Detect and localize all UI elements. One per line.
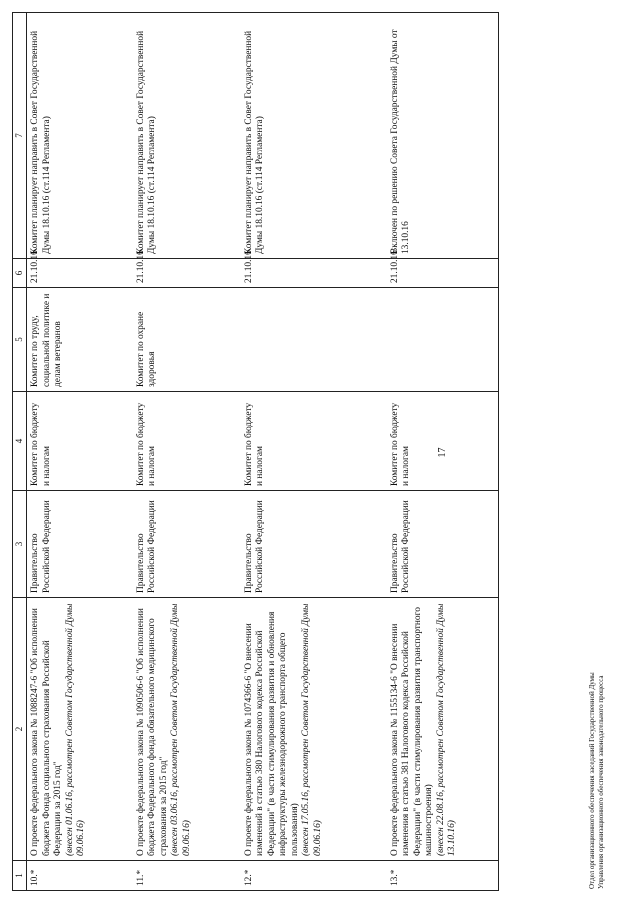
bill-title: О проекте федерального закона № 1090506-6 "Об исполнении бюджета Федерального фонда обязательного медицинского страхования за 2015 год" [135, 608, 169, 856]
row-number: 11.* [133, 861, 241, 891]
bill-cell [241, 598, 387, 861]
co-executor: Комитет по охране здоровья [133, 288, 241, 392]
col-header-3: 3 [13, 491, 27, 598]
page-number: 17 [437, 447, 448, 458]
date: 21.10.16 [387, 259, 499, 288]
bill-note: (внесен 03.06.16, рассмотрен Советом Государственной Думы 09.06.16) [170, 603, 192, 856]
responsible-committee: Комитет по бюджету и налогам [133, 392, 241, 491]
footer-line-1: Отдел организационного обеспечения заседаний Государственной Думы [588, 672, 596, 889]
initiator: Правительство Российской Федерации [27, 491, 133, 598]
agenda-table [12, 12, 499, 891]
col-header-1: 1 [13, 861, 27, 891]
bill-title: О проекте федерального закона № 1074366-6 "О внесении изменений в статью 380 Налогового кодекса Российской Федерации" (в части стимулирования развития и обновления инфраструктуры железнодорожного транспорта общего пользования) [243, 611, 300, 856]
table-row [241, 13, 387, 891]
bill-title: О проекте федерального закона № 1088247-6 "Об исполнении бюджета Фонда социального страхования Российской Федерации за 2015 год" [30, 608, 64, 856]
col-header-4: 4 [13, 392, 27, 491]
footer-line-2: Управления организационного обеспечения законодательного процесса [596, 675, 605, 889]
col-header-7: 7 [13, 13, 27, 259]
responsible-committee: Комитет по бюджету и налогам [387, 392, 499, 491]
status: Комитет планирует направить в Совет Государственной Думы 18.10.16 (ст.114 Регламента) [133, 13, 241, 259]
col-header-6: 6 [13, 259, 27, 288]
date: 21.10.16 [241, 259, 387, 288]
row-number: 10.* [27, 861, 133, 891]
bill-title: О проекте федерального закона № 1155134-6 "О внесении изменения в статью 381 Налогового кодекса Российской Федерации" (в части стимулирования развития транспортного машиностроения) [389, 607, 435, 856]
date: 21.10.16 [133, 259, 241, 288]
bill-cell [27, 598, 133, 861]
bill-note: (внесен 17.05.16, рассмотрен Советом Государственной Думы 09.06.16) [301, 603, 323, 856]
bill-cell [133, 598, 241, 861]
table-row [27, 13, 133, 891]
initiator: Правительство Российской Федерации [387, 491, 499, 598]
responsible-committee: Комитет по бюджету и налогам [241, 392, 387, 491]
col-header-5: 5 [13, 288, 27, 392]
status: Комитет планирует направить в Совет Государственной Думы 18.10.16 (ст.114 Регламента) [27, 13, 133, 259]
row-number: 12.* [241, 861, 387, 891]
bill-note: (внесен 01.06.16, рассмотрен Советом Государственной Думы 09.06.16) [64, 603, 87, 856]
table-row [133, 13, 241, 891]
table-row [387, 13, 499, 891]
co-executor: Комитет по труду, социальной политике и делам ветеранов [27, 288, 133, 392]
initiator: Правительство Российской Федерации [241, 491, 387, 598]
bill-cell [387, 598, 499, 861]
responsible-committee: Комитет по бюджету и налогам [27, 392, 133, 491]
footer [588, 672, 606, 889]
co-executor [387, 288, 499, 392]
bill-note: (внесен 22.08.16, рассмотрен Советом Государственной Думы 13.10.16) [435, 603, 458, 856]
date: 21.10.16 [27, 259, 133, 288]
column-number-row [13, 13, 27, 891]
status: Включен по решению Совета Государственной Думы от 13.10.16 [387, 13, 499, 259]
initiator: Правительство Российской Федерации [133, 491, 241, 598]
row-number: 13.* [387, 861, 499, 891]
co-executor [241, 288, 387, 392]
col-header-2: 2 [13, 598, 27, 861]
status: Комитет планирует направить в Совет Государственной Думы 18.10.16 (ст.114 Регламента) [241, 13, 387, 259]
